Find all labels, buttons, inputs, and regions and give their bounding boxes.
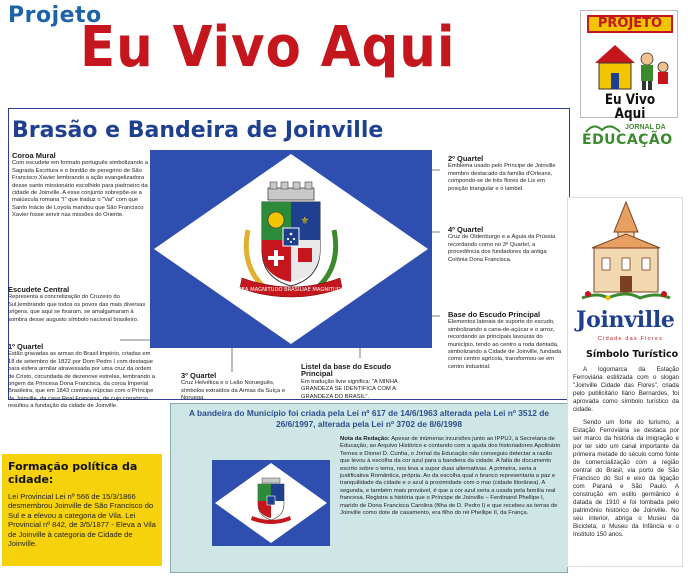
sidebar-paragraph: A logomarca da Estação Ferroviária estilizada com o slogan "Joinville Cidade das Flores", criada pelo publicitário Ilário Bernardes, foi aprovada como símbolo turístico da cidade. — [573, 366, 679, 413]
bandeira-text — [340, 436, 562, 517]
sidebar-text — [573, 366, 679, 544]
formacao-title: Formação política da cidade: — [8, 460, 138, 486]
sidebar-city: Joinville — [576, 307, 675, 333]
panel-title: Brasão e Bandeira de Joinville — [12, 118, 384, 143]
annotation-quartel-4 — [448, 226, 562, 264]
formacao-text: Lei Provincial Lei nº 566 de 15/3/1866 desmembrou Joinville de São Francisco do Sul e a elevou a categoria de Vila. Lei Provincial nº 842, de 3/5/1877 - Eleva a Vila de Joinville à categoria de Cidade de Joinville. — [8, 492, 156, 549]
house-people-icon — [587, 37, 673, 91]
annotation-quartel-3 — [181, 372, 291, 403]
annotation-coroa-heading: Coroa Mural — [12, 151, 56, 160]
bandeira-title: A bandeira do Município foi criada pela Lei nº 617 de 14/6/1963 alterada pela Lei nº 3512 de 26/6/1997, alterada pela Lei nº 3702 de 8/6/1998 — [188, 408, 549, 429]
train-station-icon — [578, 198, 674, 310]
annotation-quartel-1-text: Estão gravadas as armas do Brasil Império, criadas em 18 de setembro de 1822 por Dom Pedro I com destaque para esfera armilar atravessada por uma cruz da ordem de Cristo, circundada de dezenove estrelas, lembrando a origem da Princesa Dona Francisca, da coroa Imperial Brasileira, que em 1843 contraiu núpcias com o Príncipe de Joinville, da casa Real Francesa, de cujo consórcio resultou a fundação da cidade de Joinville. — [8, 351, 155, 410]
annotation-escudete — [8, 286, 146, 324]
page-title: Eu Vivo Aqui — [80, 15, 456, 80]
annotation-quartel-3-text: Cruz Helvética e o Leão Norueguês, símbolos extraídos da Armas da Suíça e Noruega. — [181, 380, 286, 402]
small-flag — [212, 460, 330, 546]
annotation-quartel-4-text: Cruz de Oldenburgo e a Águia da Prússia recordando como no 3º Quartel, a procedência dos fundadores da antiga Colônia Dona Francisca. — [448, 234, 556, 263]
logo-badge: PROJETO — [587, 15, 673, 33]
annotation-quartel-1 — [8, 343, 158, 411]
annotation-base-heading: Base do Escudo Principal — [448, 310, 541, 319]
joinville-flag — [150, 150, 432, 348]
jornal-label: EDUCAÇÃO — [582, 132, 673, 148]
annotation-quartel-2 — [448, 155, 562, 193]
annotation-listel-heading: Listel da base do Escudo Principal — [301, 362, 392, 379]
project-logo — [580, 10, 678, 122]
annotation-coroa — [12, 152, 152, 220]
annotation-base — [448, 311, 562, 371]
sidebar-simbolo-title: Símbolo Turístico — [586, 349, 679, 360]
annotation-quartel-2-heading: 2º Quartel — [448, 154, 484, 163]
annotation-quartel-1-heading: 1º Quartel — [8, 342, 44, 351]
logo-title: Eu Vivo Aqui — [604, 92, 656, 122]
annotation-escudete-heading: Escudete Central — [8, 285, 70, 294]
bandeira-note-label: Nota da Redação: — [340, 436, 390, 442]
jornal-label-small: JORNAL DA — [625, 124, 666, 131]
annotation-base-text: Elementos laterais de suporte do escudo, simbolizando a cana-de-açúcar e o arroz, recordando as principais lavouras do município, tendo ao centro a roda dentada, simbolizando a Cidade de Joinville, fundada como centro agrícola, transformou-se em centro industrial. — [448, 319, 562, 370]
annotation-quartel-3-heading: 3º Quartel — [181, 371, 217, 380]
annotation-listel-text: Em tradução livre significa: "A MINHA GRANDEZA SE IDENTIFICA COM A GRANDEZA DO BRASIL". — [301, 378, 398, 400]
annotation-quartel-4-heading: 4º Quartel — [448, 225, 484, 234]
annotation-coroa-text: Com escudete em formato português simbolizando a Sagrada Escritura e o bordão de peregrino de São Francisco Xavier lembrando a ação evangelizadora desse santo missionário escolhido para padroeiro da cidade de Joinville. A esse conjunto sobrepõe-se a maiúscula romana "I" que traduz o "Vai" com que Santo Inácio de Loyola mandou que São Francisco Xavier fosse servir nas missões do Oriente. — [12, 160, 148, 219]
annotation-escudete-text: Representa a concretização do Cruzeiro do Sul,lembrando que todos os povos das mais diversas origens, que aqui se fixaram, se amalgamaram à sombra desse augusto símbolo nacional brasileiro. — [8, 294, 146, 323]
sidebar-city-sub: Cidade das Flores — [598, 336, 664, 342]
flag-ribbon-text: MEA MAGNITUDO BRASILIAE MAGNITUDO — [237, 287, 345, 293]
annotation-quartel-2-text: Emblema usado pelo Príncipe de Joinville membro destacado da família d'Orleans, compondo-se de três flores de Lis em posição triangular e o lambel. — [448, 163, 556, 192]
bandeira-note-text: Apesar de inúmeras incursões junto ao IPPUJ, à Secretaria de Educação, ao Arquivo Histórico e contando com a ajuda dos historiadores Apolinário Ternes e Dionei D. Cunha, o Jornal da Educação não conseguiu detectar a razão que levou à escolha da cor azul para a bandeira da cidade. A falta de documento escrito sobre o tema, nos leva a supor duas alternativas. A primeira, seria a justificativa Romântica, própria. Ao da escolha qual o branco representaria a paz e tranquilidade da cidade e o azul à proximidade com o mar (cidade litorânea). A segunda, e também mais provável, é que a cor azul seria a usada pela família real francesa. Registra a história que o Príncipe de Joinville – Ferdinand Phellipe I, marido de Dona Francisca Carolina (filha de D. Pedro I) e que recebeu as terras de Joinville como dote de casamento, era filho do rei Phellipe II, da França. — [340, 436, 561, 517]
svg-text:⚜: ⚜ — [300, 216, 310, 227]
projeto-label: Projeto — [8, 3, 102, 28]
annotation-listel — [301, 363, 421, 401]
sidebar-paragraph: Sendo um forte do turismo, a Estação Ferroviária se destaca por ser marco da história da imigração e por ter sido um canal importante da primeira metade do século como fonte de comercialização com a região central do Brasil, via porto de São Francisco do Sul e eixo da ligação com Paraná e São Paulo. A construção em estilo germânico é datada de 1910 e foi tombada pelo patrimônio histórico de Joinville. No seu interior, abriga o Museu da Bicicleta, o Museu da Infância e o Instituto 150 anos. — [573, 419, 679, 538]
